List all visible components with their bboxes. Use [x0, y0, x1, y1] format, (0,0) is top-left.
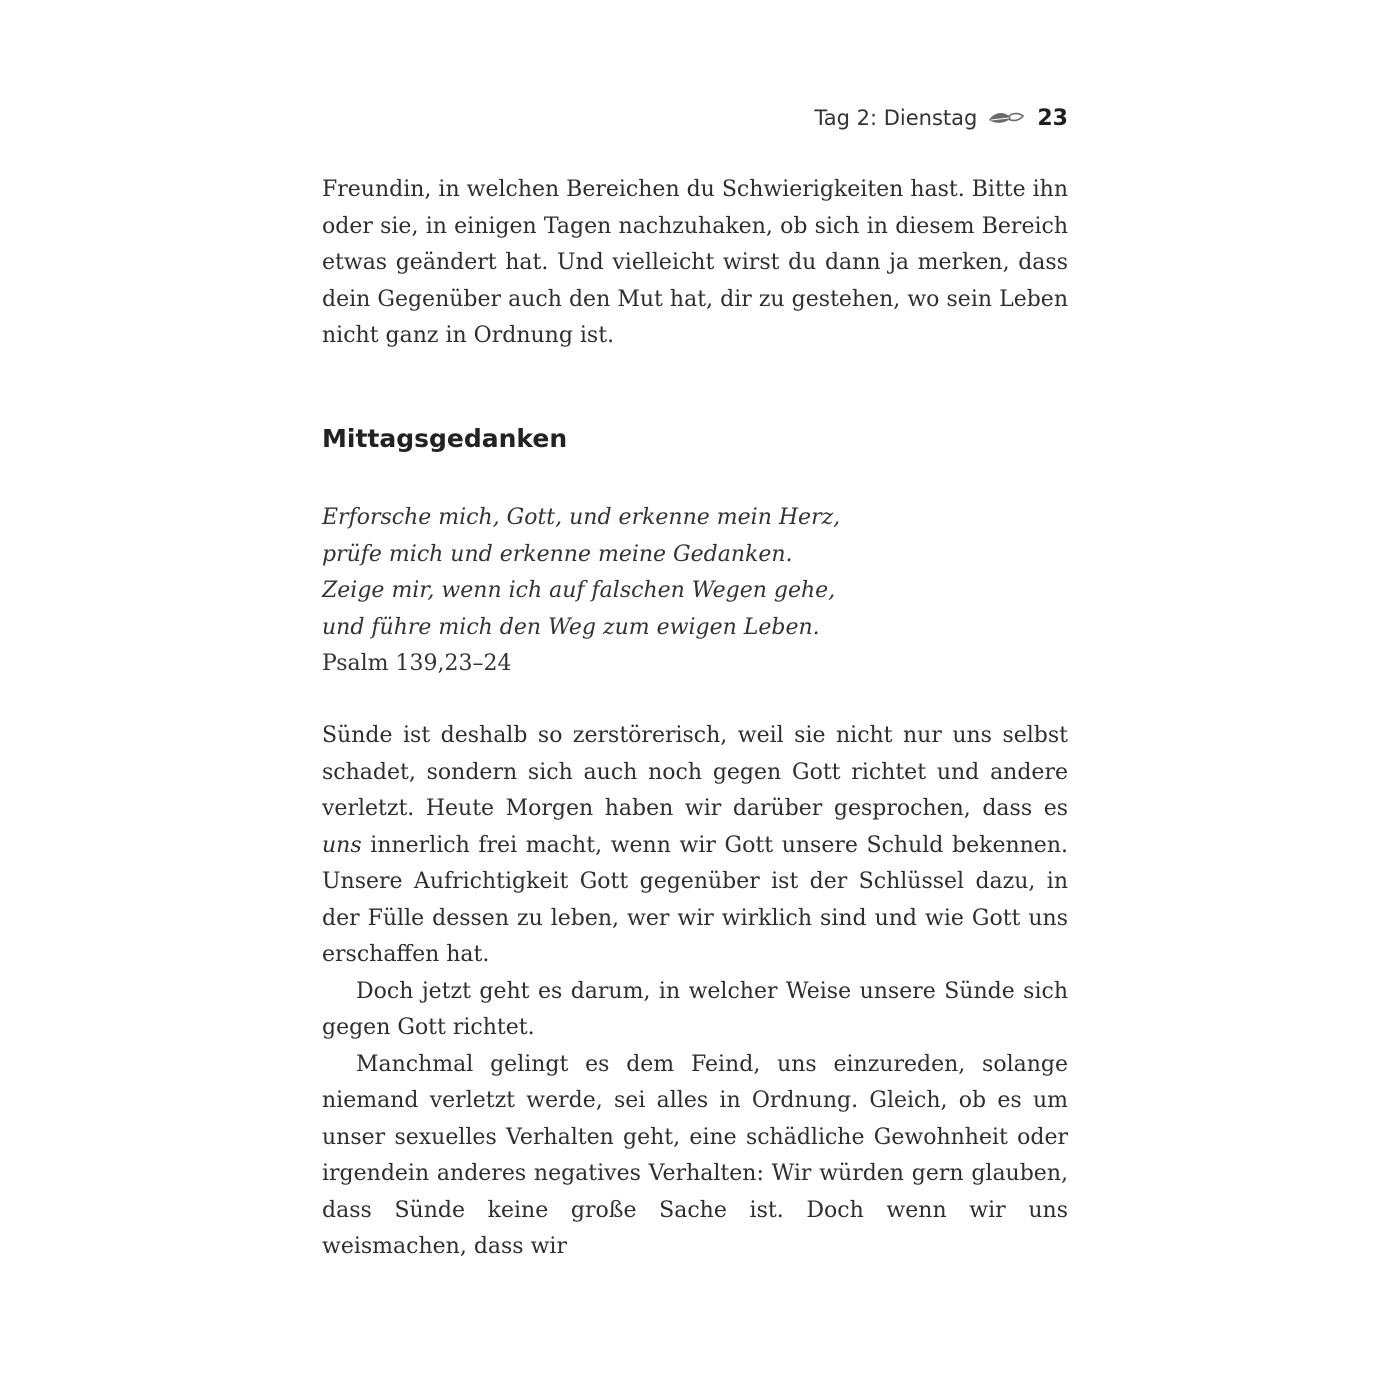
- quote-line: Erforsche mich, Gott, und erkenne mein Herz,: [322, 505, 841, 530]
- quote-line: Zeige mir, wenn ich auf falschen Wegen gehe,: [322, 578, 836, 603]
- running-head: [322, 100, 1068, 136]
- paragraph: [322, 718, 1068, 974]
- leaf-ornament-icon: [987, 107, 1025, 129]
- paragraph: Manchmal gelingt es dem Feind, uns einzureden, solange niemand verletzt werde, sei alles in Ordnung. Gleich, ob es um unser sexuelles Verhalten geht, eine schädliche Gewohnheit oder irgendein anderes negatives Verhalten: Wir würden gern glauben, dass Sünde keine große Sache ist. Doch wenn wir uns weismachen, dass wir: [322, 1051, 1068, 1259]
- paragraph-text: Sünde ist deshalb so zerstörerisch, weil sie nicht nur uns selbst schadet, sondern sich auch noch gegen Gott richtet und andere verletzt. Heute Morgen haben wir darüber gesprochen, dass es: [322, 723, 1068, 821]
- page-number: 23: [1037, 105, 1068, 131]
- running-head-section: Tag 2: Dienstag: [814, 106, 978, 130]
- emphasis: uns: [322, 832, 362, 858]
- quote-line: und führe mich den Weg zum ewigen Leben.: [322, 614, 820, 640]
- paragraph-text: innerlich frei macht, wenn wir Gott unsere Schuld bekennen. Unsere Aufrichtigkeit Gott gegenüber ist der Schlüssel dazu, in der Fülle dessen zu leben, wer wir wirklich sind und wie Gott uns erschaffen hat.: [322, 832, 1068, 967]
- paragraph: Doch jetzt geht es darum, in welcher Weise unsere Sünde sich gegen Gott richtet.: [322, 978, 1068, 1040]
- section-heading: Mittagsgedanken: [322, 424, 568, 453]
- body-text: [322, 718, 1068, 1266]
- quote-line: prüfe mich und erkenne meine Gedanken.: [322, 541, 793, 567]
- quote-source: Psalm 139,23–24: [322, 651, 512, 676]
- paragraph: Freundin, in welchen Bereichen du Schwierigkeiten hast. Bitte ihn oder sie, in einigen Tagen nachzuhaken, ob sich in diesem Bereich etwas geändert hat. Und vielleicht wirst du dann ja merken, dass dein Gegenüber auch den Mut hat, dir zu gestehen, wo sein Leben nicht ganz in Ordnung ist.: [322, 177, 1069, 348]
- scripture-quote: [322, 500, 1068, 683]
- continued-paragraph: [322, 172, 1068, 355]
